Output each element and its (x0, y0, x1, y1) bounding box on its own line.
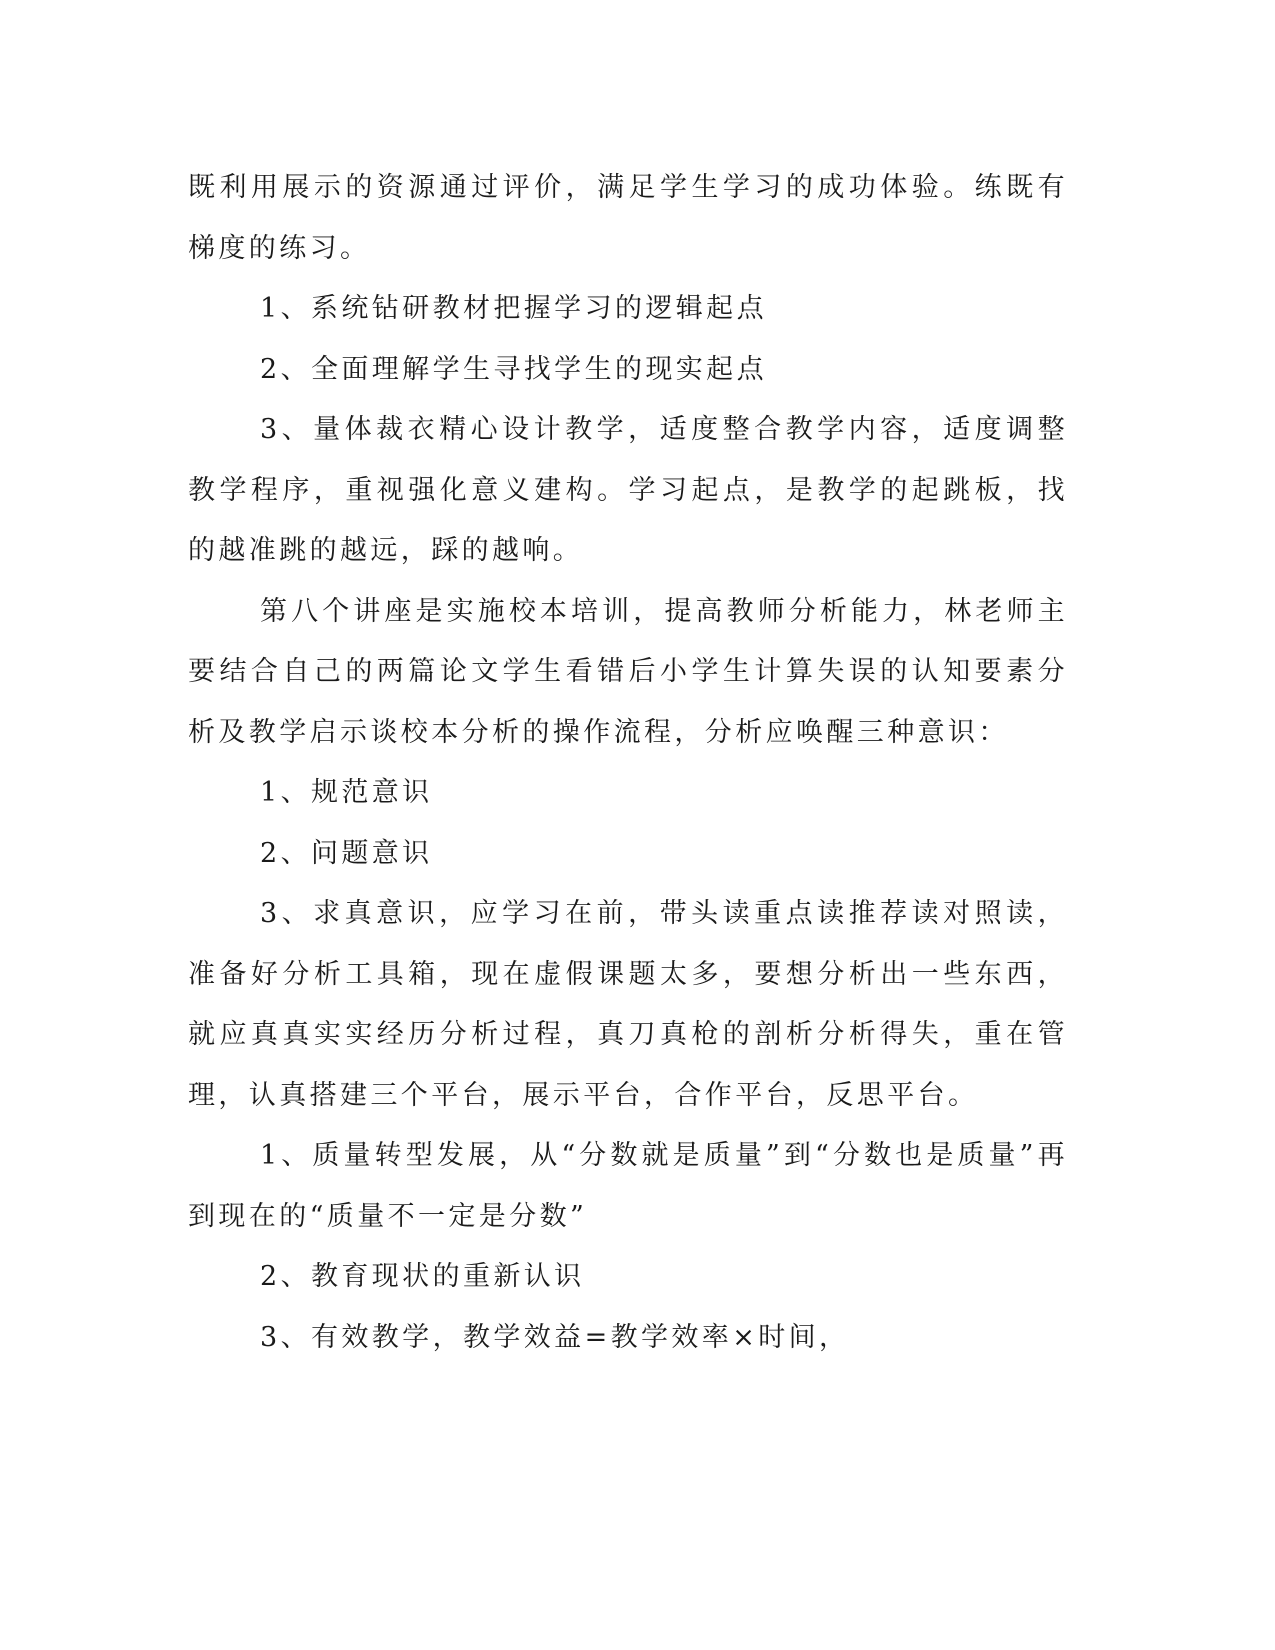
paragraph: 既利用展示的资源通过评价，满足学生学习的成功体验。练既有梯度的练习。 (188, 172, 1068, 264)
list-item: 2、全面理解学生寻找学生的现实起点 (260, 353, 767, 385)
list-item: 3、量体裁衣精心设计教学，适度整合教学内容，适度调整教学程序，重视强化意义建构。学习起点，是教学的起跳板，找的越准跳的越远，踩的越响。 (188, 414, 1068, 566)
list-item: 1、系统钻研教材把握学习的逻辑起点 (260, 293, 767, 324)
list-item: 1、规范意识 (260, 777, 433, 808)
list-item: 1、质量转型发展，从“分数就是质量”到“分数也是质量”再到现在的“质量不一定是分数” (188, 1140, 1068, 1232)
list-item: 3、有效教学，教学效益=教学效率×时间， (260, 1321, 850, 1353)
list-item: 2、问题意识 (260, 837, 433, 869)
paragraph: 第八个讲座是实施校本培训，提高教师分析能力，林老师主要结合自己的两篇论文学生看错后小学生计算失误的认知要素分析及教学启示谈校本分析的操作流程，分析应唤醒三种意识： (188, 595, 1068, 748)
document-body (188, 158, 1068, 1368)
list-item: 2、教育现状的重新认识 (260, 1261, 585, 1292)
list-item: 3、求真意识，应学习在前，带头读重点读推荐读对照读，准备好分析工具箱，现在虚假课题太多，要想分析出一些东西，就应真真实实经历分析过程，真刀真枪的剖析分析得失，重在管理，认真搭建三个平台，展示平台，合作平台，反思平台。 (188, 898, 1068, 1111)
